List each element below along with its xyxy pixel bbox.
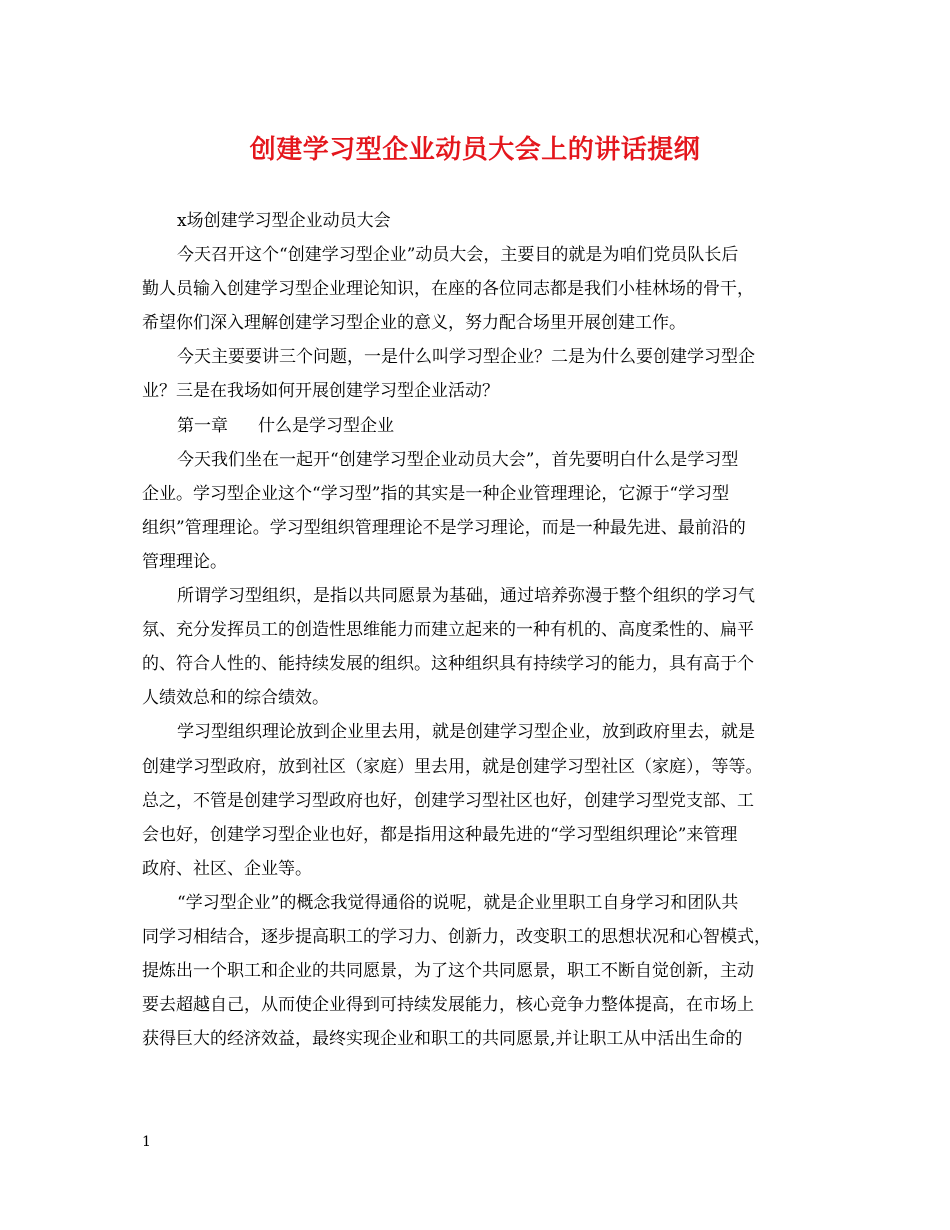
page-number: 1	[142, 1134, 151, 1150]
body-line-6: 业？三是在我场如何开展创建学习型企业活动？	[142, 381, 499, 402]
body-line-17: 总之，不管是创建学习型政府也好，创建学习型社区也好，创建学习型党支部、工	[142, 790, 754, 811]
body-line-21: 同学习相结合，逐步提高职工的学习力、创新力，改变职工的思想状况和心智模式，	[142, 926, 771, 947]
body-line-4: 希望你们深入理解创建学习型企业的意义，努力配合场里开展创建工作。	[142, 313, 686, 334]
body-line-1: x场创建学习型企业动员大会	[177, 211, 391, 231]
body-line-22: 提炼出一个职工和企业的共同愿景，为了这个共同愿景，职工不断自觉创新，主动	[142, 961, 754, 982]
body-line-7: 今天我们坐在一起开“创建学习型企业动员大会”，首先要明白什么是学习型	[177, 449, 739, 470]
body-line-20: “学习型企业”的概念我觉得通俗的说呢，就是企业里职工自身学习和团队共	[177, 892, 739, 913]
body-line-19: 政府、社区、企业等。	[142, 858, 312, 879]
body-line-9: 组织”管理理论。学习型组织管理理论不是学习理论，而是一种最先进、最前沿的	[142, 517, 746, 538]
body-line-16: 创建学习型政府，放到社区（家庭）里去用，就是创建学习型社区（家庭），等等。	[142, 756, 763, 777]
chapter-heading	[142, 409, 817, 443]
body-line-15: 学习型组织理论放到企业里去用，就是创建学习型企业，放到政府里去，就是	[177, 722, 755, 743]
body-line-14: 人绩效总和的综合绩效。	[142, 688, 329, 709]
body-line-23: 要去超越自己，从而使企业得到可持续发展能力，核心竞争力整体提高，在市场上	[142, 995, 754, 1016]
body-line-5: 今天主要要讲三个问题，一是什么叫学习型企业？二是为什么要创建学习型企	[177, 347, 755, 368]
document-title: 创建学习型企业动员大会上的讲话提纲	[249, 135, 701, 165]
body-line-11: 所谓学习型组织，是指以共同愿景为基础，通过培养弥漫于整个组织的学习气	[177, 586, 755, 607]
body-line-10: 管理理论。	[142, 551, 227, 572]
body-line-2: 今天召开这个“创建学习型企业”动员大会，主要目的就是为咱们党员队长后	[177, 245, 739, 266]
document-body	[142, 204, 817, 1056]
body-line-3: 勤人员输入创建学习型企业理论知识，在座的各位同志都是我们小桂林场的骨干，	[142, 279, 754, 300]
body-line-8: 企业。学习型企业这个“学习型”指的其实是一种企业管理理论，它源于“学习型	[142, 483, 730, 504]
chapter-label: 第一章	[177, 415, 228, 436]
body-line-12: 氛、充分发挥员工的创造性思维能力而建立起来的一种有机的、高度柔性的、扁平	[142, 620, 754, 641]
body-line-24: 获得巨大的经济效益，最终实现企业和职工的共同愿景,并让职工从中活出生命的	[142, 1029, 743, 1050]
body-line-18: 会也好，创建学习型企业也好，都是指用这种最先进的“学习型组织理论”来管理	[142, 824, 738, 845]
body-line-13: 的、符合人性的、能持续发展的组织。这种组织具有持续学习的能力，具有高于个	[142, 654, 754, 675]
chapter-title: 什么是学习型企业	[258, 415, 394, 436]
